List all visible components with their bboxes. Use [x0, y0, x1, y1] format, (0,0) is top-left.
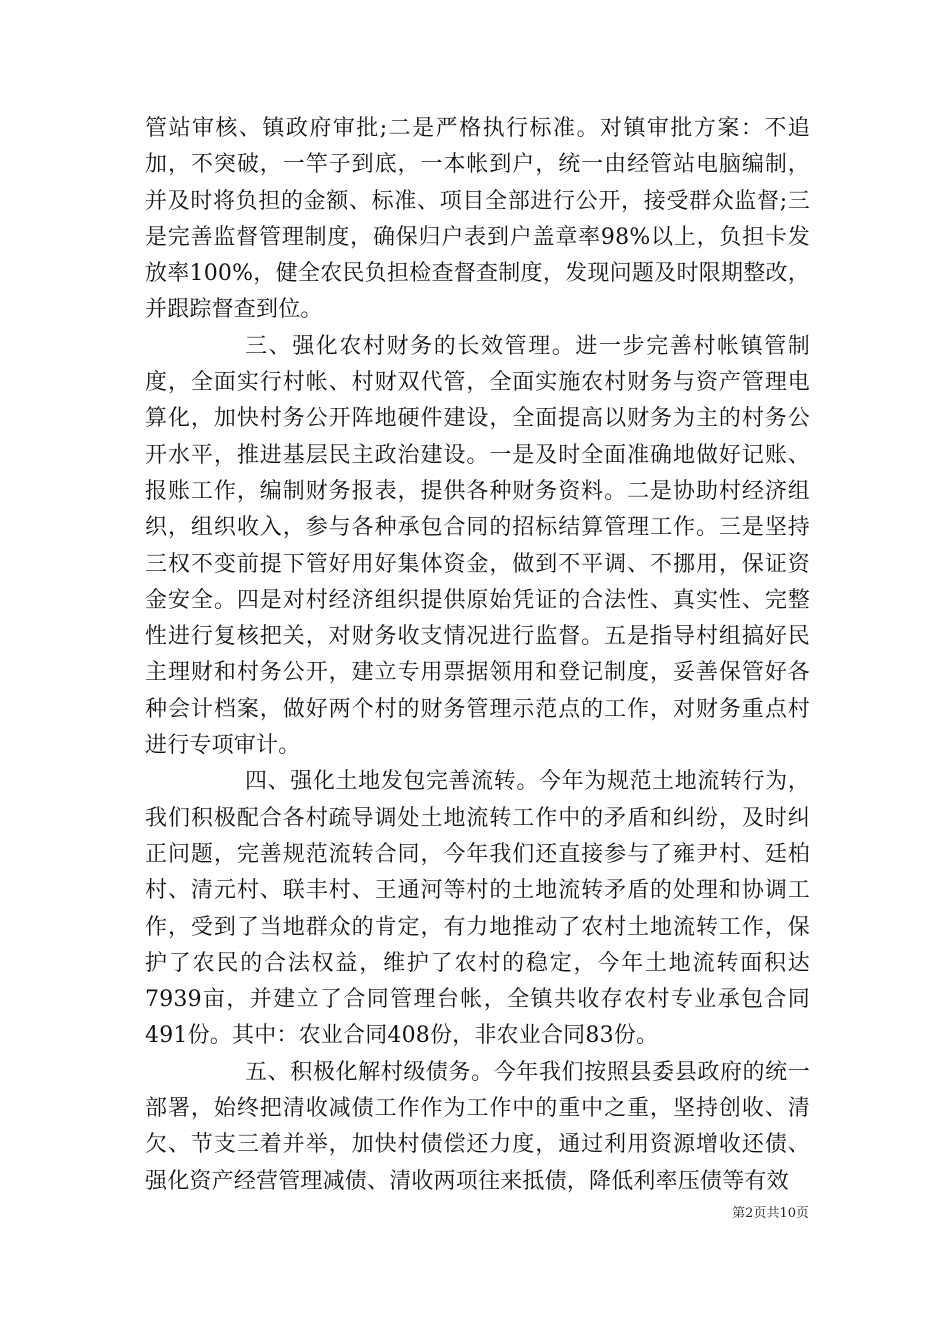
page-number-footer: 第2页共10页: [732, 1206, 809, 1221]
paragraph-section-3: 三、强化农村财务的长效管理。进一步完善村帐镇管制度，全面实行村帐、村财双代管，全面实施农村财务与资产管理电算化，加快村务公开阵地硬件建设，全面提高以财务为主的村务公开水平，推进基层民主政治建设。一是及时全面准确地做好记账、报账工作，编制财务报表，提供各种财务资料。二是协助村经济组织，组织收入，参与各种承包合同的招标结算管理工作。三是坚持三权不变前提下管好用好集体资金，做到不平调、不挪用，保证资金安全。四是对村经济组织提供原始凭证的合法性、真实性、完整性进行复核把关，对财务收支情况进行监督。五是指导村组搞好民主理财和村务公开，建立专用票据领用和登记制度，妥善保管好各种会计档案，做好两个村的财务管理示范点的工作，对财务重点村进行专项审计。: [145, 333, 810, 759]
paragraph-section-4: 四、强化土地发包完善流转。今年为规范土地流转行为，我们积极配合各村疏导调处土地流转工作中的矛盾和纠纷，及时纠正问题，完善规范流转合同，今年我们还直接参与了雍尹村、廷柏村、清元村、联丰村、王通河等村的土地流转矛盾的处理和协调工作，受到了当地群众的肯定，有力地推动了农村土地流转工作，保护了农民的合法权益，维护了农村的稳定，今年土地流转面积达7939亩，并建立了合同管理台帐，全镇共收存农村专业承包合同491份。其中：农业合同408份，非农业合同83份。: [145, 769, 810, 1049]
document-body: [145, 111, 810, 1200]
paragraph-section-5: 五、积极化解村级债务。今年我们按照县委县政府的统一部署，始终把清收减债工作作为工作中的重中之重，坚持创收、清欠、节支三着并举，加快村债偿还力度，通过利用资源增收还债、强化资产经营管理减债、清收两项往来抵债，降低利率压债等有效: [145, 1059, 810, 1194]
paragraph-continuation: 管站审核、镇政府审批;二是严格执行标准。对镇审批方案：不追加，不突破，一竿子到底，一本帐到户，统一由经管站电脑编制，并及时将负担的金额、标准、项目全部进行公开，接受群众监督;三是完善监督管理制度，确保归户表到户盖章率98%以上，负担卡发放率100%，健全农民负担检查督查制度，发现问题及时限期整改，并跟踪督查到位。: [145, 116, 810, 323]
